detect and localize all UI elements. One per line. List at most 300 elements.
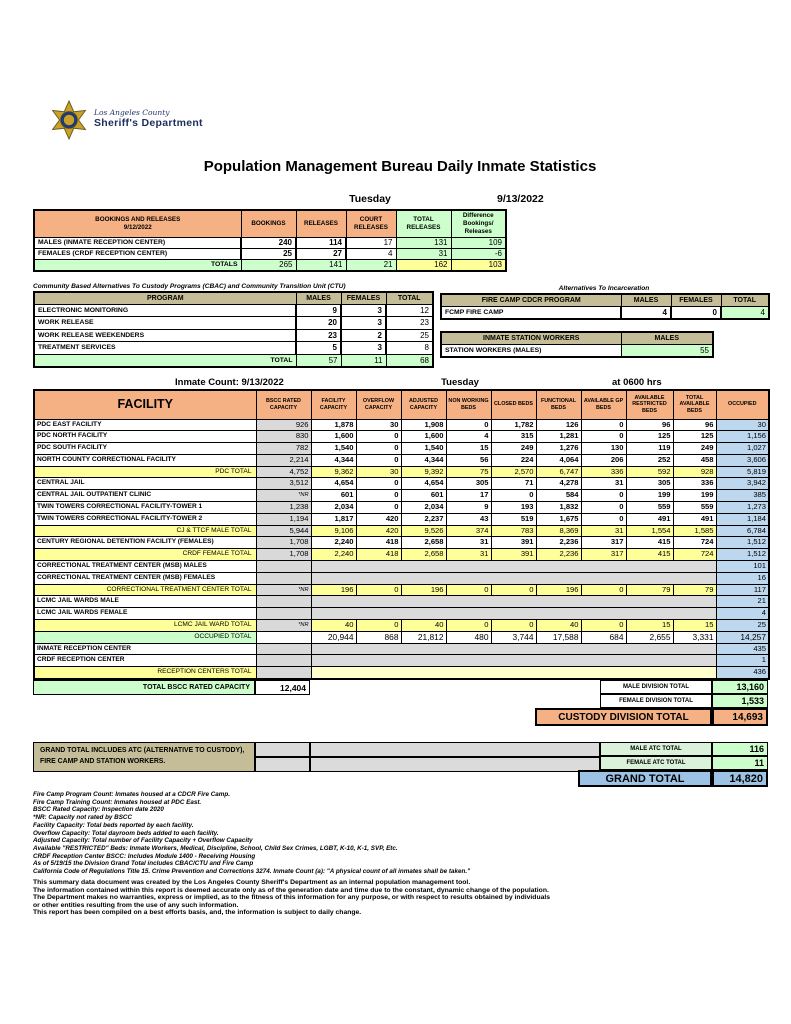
available-restricted-beds-cell: 79 bbox=[626, 584, 673, 596]
disclaimer-line: This report has been compiled on a best efforts basis, and, the information is subject to daily change. bbox=[33, 909, 362, 916]
adjusted-capacity-cell: 601 bbox=[401, 490, 446, 502]
fire-camp-total: 4 bbox=[721, 306, 769, 319]
occupied-cell: 30 bbox=[716, 419, 769, 431]
available-gp-beds-cell: 684 bbox=[581, 631, 626, 643]
col-header-facility-capacity: FACILITY CAPACITY bbox=[311, 390, 356, 419]
available-gp-beds-cell: 336 bbox=[581, 466, 626, 478]
facility-name: PDC TOTAL bbox=[34, 466, 256, 478]
closed-beds-cell: 224 bbox=[491, 454, 536, 466]
row-label: ELECTRONIC MONITORING bbox=[34, 304, 296, 317]
county-name: Los Angeles County bbox=[94, 108, 170, 117]
non-working-beds-cell: 0 bbox=[446, 584, 491, 596]
total-available-beds-cell: 724 bbox=[673, 537, 716, 549]
available-gp-beds-cell: 317 bbox=[581, 549, 626, 561]
station-workers-count: 55 bbox=[621, 344, 713, 357]
difference-cell: -6 bbox=[451, 248, 506, 259]
facility-row bbox=[34, 655, 769, 667]
footnotes-section bbox=[33, 791, 733, 876]
total-available-beds-cell: 79 bbox=[673, 584, 716, 596]
custody-division-total-label: CUSTODY DIVISION TOTAL bbox=[535, 708, 712, 726]
facility-row bbox=[34, 584, 769, 596]
program-row bbox=[34, 342, 433, 355]
occupied-cell: 435 bbox=[716, 643, 769, 655]
fire-camp-males: 4 bbox=[621, 306, 671, 319]
available-restricted-beds-cell: 119 bbox=[626, 443, 673, 455]
footnote-line: Adjusted Capacity: Total number of Facility Capacity + Overflow Capacity bbox=[33, 837, 253, 845]
total-available-beds-cell: 1,585 bbox=[673, 525, 716, 537]
facility-name: CORRECTIONAL TREATMENT CENTER (MSB) FEMALES bbox=[34, 572, 256, 584]
male-division-total-value: 13,160 bbox=[712, 680, 768, 694]
facility-name: LCMC JAIL WARDS MALE bbox=[34, 596, 256, 608]
total-available-beds-cell: 458 bbox=[673, 454, 716, 466]
available-gp-beds-cell: 0 bbox=[581, 419, 626, 431]
station-workers-table bbox=[440, 331, 714, 358]
facility-row bbox=[34, 620, 769, 632]
facility-statistics-table bbox=[33, 389, 770, 680]
occupied-cell: 3,942 bbox=[716, 478, 769, 490]
occupied-cell: 1,156 bbox=[716, 431, 769, 443]
row-label: WORK RELEASE WEEKENDERS bbox=[34, 329, 296, 342]
occupied-cell: 3,606 bbox=[716, 454, 769, 466]
bscc-capacity-cell: 4,752 bbox=[256, 466, 311, 478]
totals-label: TOTALS bbox=[34, 259, 241, 271]
non-working-beds-cell: 75 bbox=[446, 466, 491, 478]
facility-name: PDC SOUTH FACILITY bbox=[34, 443, 256, 455]
bscc-capacity-cell: 5,944 bbox=[256, 525, 311, 537]
non-working-beds-cell: 305 bbox=[446, 478, 491, 490]
non-working-beds-cell: 0 bbox=[446, 620, 491, 632]
merged-empty-cell bbox=[311, 572, 716, 584]
total-releases-cell: 131 bbox=[396, 237, 451, 248]
facility-row bbox=[34, 513, 769, 525]
facility-capacity-cell: 1,817 bbox=[311, 513, 356, 525]
grand-total-value: 14,820 bbox=[712, 770, 768, 787]
overflow-capacity-cell: 0 bbox=[356, 431, 401, 443]
inmate-count-label: Inmate Count: 9/13/2022 bbox=[175, 377, 284, 388]
merged-empty-cell bbox=[311, 643, 716, 655]
merged-empty-cell bbox=[311, 596, 716, 608]
facility-row bbox=[34, 596, 769, 608]
facility-name: PDC NORTH FACILITY bbox=[34, 431, 256, 443]
court-releases-cell: 4 bbox=[346, 248, 396, 259]
adjusted-capacity-cell: 4,344 bbox=[401, 454, 446, 466]
available-gp-beds-cell: 206 bbox=[581, 454, 626, 466]
total-bscc-label: TOTAL BSCC RATED CAPACITY bbox=[33, 680, 255, 695]
closed-beds-cell: 315 bbox=[491, 431, 536, 443]
available-restricted-beds-cell: 199 bbox=[626, 490, 673, 502]
occupied-cell: 25 bbox=[716, 620, 769, 632]
difference-cell: 109 bbox=[451, 237, 506, 248]
bscc-capacity-cell: 1,708 bbox=[256, 549, 311, 561]
closed-beds-cell: 193 bbox=[491, 502, 536, 514]
footnote-line: *NR: Capacity not rated by BSCC bbox=[33, 814, 133, 822]
col-header-program: PROGRAM bbox=[34, 292, 296, 304]
col-header-males: MALES bbox=[621, 294, 671, 306]
bscc-capacity-cell bbox=[256, 572, 311, 584]
occupied-cell: 1,273 bbox=[716, 502, 769, 514]
functional-beds-cell: 8,369 bbox=[536, 525, 581, 537]
overflow-capacity-cell: 418 bbox=[356, 549, 401, 561]
facility-capacity-cell: 2,240 bbox=[311, 537, 356, 549]
station-workers-header-row bbox=[441, 332, 713, 344]
occupied-cell: 14,257 bbox=[716, 631, 769, 643]
totals-total-releases: 162 bbox=[396, 259, 451, 271]
facility-capacity-cell: 196 bbox=[311, 584, 356, 596]
spacer-cell bbox=[310, 757, 600, 772]
facility-name: TWIN TOWERS CORRECTIONAL FACILITY-TOWER 2 bbox=[34, 513, 256, 525]
total-available-beds-cell: 96 bbox=[673, 419, 716, 431]
closed-beds-cell: 0 bbox=[491, 490, 536, 502]
facility-name: CENTURY REGIONAL DETENTION FACILITY (FEMALES) bbox=[34, 537, 256, 549]
females-cell: 3 bbox=[341, 342, 386, 355]
available-restricted-beds-cell: 592 bbox=[626, 466, 673, 478]
closed-beds-cell: 0 bbox=[491, 584, 536, 596]
total-available-beds-cell: 724 bbox=[673, 549, 716, 561]
bscc-capacity-cell bbox=[256, 631, 311, 643]
bookings-title-cell bbox=[34, 210, 241, 237]
col-header-releases: RELEASES bbox=[296, 210, 346, 237]
available-restricted-beds-cell: 2,655 bbox=[626, 631, 673, 643]
total-cell: 25 bbox=[386, 329, 433, 342]
col-header-adjusted-capacity: ADJUSTED CAPACITY bbox=[401, 390, 446, 419]
col-header-difference: Difference Bookings/ Releases bbox=[451, 210, 506, 237]
releases-cell: 27 bbox=[296, 248, 346, 259]
bscc-capacity-cell: 830 bbox=[256, 431, 311, 443]
facility-row bbox=[34, 443, 769, 455]
bscc-capacity-cell bbox=[256, 561, 311, 573]
col-header-overflow-capacity: OVERFLOW CAPACITY bbox=[356, 390, 401, 419]
bscc-capacity-cell: 926 bbox=[256, 419, 311, 431]
merged-empty-cell bbox=[311, 667, 716, 679]
totals-total: 68 bbox=[386, 354, 433, 367]
disclaimer-line: This summary data document was created by the Los Angeles County Sheriff's Department as an internal population management tool. bbox=[33, 879, 471, 886]
bookings-cell: 240 bbox=[241, 237, 296, 248]
totals-label: TOTAL bbox=[34, 354, 296, 367]
bscc-capacity-cell: *NR bbox=[256, 620, 311, 632]
total-bscc-value: 12,404 bbox=[255, 680, 310, 695]
bscc-capacity-cell bbox=[256, 643, 311, 655]
row-label: WORK RELEASE bbox=[34, 317, 296, 330]
program-row bbox=[34, 317, 433, 330]
facility-row bbox=[34, 561, 769, 573]
adjusted-capacity-cell: 40 bbox=[401, 620, 446, 632]
adjusted-capacity-cell: 196 bbox=[401, 584, 446, 596]
adjusted-capacity-cell: 2,034 bbox=[401, 502, 446, 514]
cbac-totals-row bbox=[34, 354, 433, 367]
totals-bookings: 265 bbox=[241, 259, 296, 271]
functional-beds-cell: 6,747 bbox=[536, 466, 581, 478]
facility-capacity-cell: 1,540 bbox=[311, 443, 356, 455]
facility-capacity-cell: 4,654 bbox=[311, 478, 356, 490]
occupied-cell: 1,184 bbox=[716, 513, 769, 525]
available-restricted-beds-cell: 15 bbox=[626, 620, 673, 632]
functional-beds-cell: 4,278 bbox=[536, 478, 581, 490]
bscc-capacity-cell: 3,512 bbox=[256, 478, 311, 490]
row-label: TREATMENT SERVICES bbox=[34, 342, 296, 355]
facility-name: LCMC JAIL WARD TOTAL bbox=[34, 620, 256, 632]
total-available-beds-cell: 125 bbox=[673, 431, 716, 443]
overflow-capacity-cell: 0 bbox=[356, 443, 401, 455]
facility-name: CENTRAL JAIL bbox=[34, 478, 256, 490]
functional-beds-cell: 584 bbox=[536, 490, 581, 502]
functional-beds-cell: 1,675 bbox=[536, 513, 581, 525]
col-header-available-restricted-beds: AVAILABLE RESTRICTED BEDS bbox=[626, 390, 673, 419]
col-header-bscc-rated-capacity: BSCC RATED CAPACITY bbox=[256, 390, 311, 419]
bookings-totals-row bbox=[34, 259, 506, 271]
facility-name: CENTRAL JAIL OUTPATIENT CLINIC bbox=[34, 490, 256, 502]
occupied-cell: 6,784 bbox=[716, 525, 769, 537]
grand-total-note: GRAND TOTAL INCLUDES ATC (ALTERNATIVE TO CUSTODY), FIRE CAMP AND STATION WORKERS. bbox=[33, 742, 255, 772]
col-header-non-working-beds: NON WORKING BEDS bbox=[446, 390, 491, 419]
facility-row bbox=[34, 549, 769, 561]
overflow-capacity-cell: 868 bbox=[356, 631, 401, 643]
occupied-cell: 1 bbox=[716, 655, 769, 667]
bookings-row bbox=[34, 237, 506, 248]
non-working-beds-cell: 43 bbox=[446, 513, 491, 525]
overflow-capacity-cell: 418 bbox=[356, 537, 401, 549]
facility-capacity-cell: 1,600 bbox=[311, 431, 356, 443]
overflow-capacity-cell: 0 bbox=[356, 490, 401, 502]
overflow-capacity-cell: 420 bbox=[356, 525, 401, 537]
disclaimer-section bbox=[33, 879, 753, 917]
row-label: STATION WORKERS (MALES) bbox=[441, 344, 621, 357]
occupied-cell: 1,512 bbox=[716, 537, 769, 549]
available-restricted-beds-cell: 491 bbox=[626, 513, 673, 525]
bookings-row bbox=[34, 248, 506, 259]
disclaimer-line: or other entities resulting from the use of any such information. bbox=[33, 901, 239, 909]
functional-beds-cell: 1,281 bbox=[536, 431, 581, 443]
closed-beds-cell: 783 bbox=[491, 525, 536, 537]
department-name: Sheriff's Department bbox=[94, 117, 203, 129]
facility-capacity-cell: 20,944 bbox=[311, 631, 356, 643]
occupied-cell: 436 bbox=[716, 667, 769, 679]
footnote-line: As of 5/19/15 the Division Grand Total includes CBAC/CTU and Fire Camp bbox=[33, 860, 254, 868]
facility-row bbox=[34, 608, 769, 620]
fire-camp-header-row bbox=[441, 294, 769, 306]
bscc-capacity-cell: 1,708 bbox=[256, 537, 311, 549]
functional-beds-cell: 2,236 bbox=[536, 537, 581, 549]
totals-difference: 103 bbox=[451, 259, 506, 271]
facility-name: CRDF RECEPTION CENTER bbox=[34, 655, 256, 667]
facility-name: INMATE RECEPTION CENTER bbox=[34, 643, 256, 655]
footnote-line: Fire Camp Training Count: Inmates housed at PDC East. bbox=[33, 798, 202, 806]
facility-capacity-cell: 2,034 bbox=[311, 502, 356, 514]
footnote-line: BSCC Rated Capacity: Inspection date 2020 bbox=[33, 806, 164, 814]
occupied-cell: 5,819 bbox=[716, 466, 769, 478]
facility-name: CORRECTIONAL TREATMENT CENTER TOTAL bbox=[34, 584, 256, 596]
available-gp-beds-cell: 0 bbox=[581, 490, 626, 502]
merged-empty-cell bbox=[311, 608, 716, 620]
bscc-capacity-cell: 2,214 bbox=[256, 454, 311, 466]
facility-name: CJ & TTCF MALE TOTAL bbox=[34, 525, 256, 537]
male-division-total-label: MALE DIVISION TOTAL bbox=[600, 680, 712, 694]
cbac-header-row bbox=[34, 292, 433, 304]
non-working-beds-cell: 15 bbox=[446, 443, 491, 455]
total-available-beds-cell: 3,331 bbox=[673, 631, 716, 643]
total-available-beds-cell: 491 bbox=[673, 513, 716, 525]
female-division-total-value: 1,533 bbox=[712, 694, 768, 708]
col-header-facility: FACILITY bbox=[34, 390, 256, 419]
merged-empty-cell bbox=[311, 655, 716, 667]
bookings-releases-table bbox=[33, 209, 507, 272]
col-header-total-releases: TOTAL RELEASES bbox=[396, 210, 451, 237]
bscc-capacity-cell: 1,238 bbox=[256, 502, 311, 514]
report-date: 9/13/2022 bbox=[497, 193, 544, 205]
spacer-cell bbox=[255, 742, 310, 757]
total-available-beds-cell: 336 bbox=[673, 478, 716, 490]
male-atc-total-value: 116 bbox=[712, 742, 768, 756]
non-working-beds-cell: 31 bbox=[446, 549, 491, 561]
adjusted-capacity-cell: 2,658 bbox=[401, 537, 446, 549]
col-header-available-gp-beds: AVAILABLE GP BEDS bbox=[581, 390, 626, 419]
facility-row bbox=[34, 478, 769, 490]
non-working-beds-cell: 4 bbox=[446, 431, 491, 443]
non-working-beds-cell: 374 bbox=[446, 525, 491, 537]
inmate-count-time: at 0600 hrs bbox=[612, 377, 662, 388]
col-header-total: TOTAL bbox=[721, 294, 769, 306]
non-working-beds-cell: 480 bbox=[446, 631, 491, 643]
facility-row bbox=[34, 537, 769, 549]
functional-beds-cell: 126 bbox=[536, 419, 581, 431]
overflow-capacity-cell: 0 bbox=[356, 478, 401, 490]
available-gp-beds-cell: 130 bbox=[581, 443, 626, 455]
available-restricted-beds-cell: 125 bbox=[626, 431, 673, 443]
females-cell: 2 bbox=[341, 329, 386, 342]
total-available-beds-cell: 559 bbox=[673, 502, 716, 514]
adjusted-capacity-cell: 9,526 bbox=[401, 525, 446, 537]
available-restricted-beds-cell: 96 bbox=[626, 419, 673, 431]
facility-row bbox=[34, 431, 769, 443]
facility-row bbox=[34, 631, 769, 643]
col-header-total-available-beds: TOTAL AVAILABLE BEDS bbox=[673, 390, 716, 419]
col-header-females: FEMALES bbox=[341, 292, 386, 304]
totals-court-releases: 21 bbox=[346, 259, 396, 271]
females-cell: 3 bbox=[341, 317, 386, 330]
totals-females: 11 bbox=[341, 354, 386, 367]
female-division-total-label: FEMALE DIVISION TOTAL bbox=[600, 694, 712, 708]
adjusted-capacity-cell: 2,658 bbox=[401, 549, 446, 561]
facility-name: LCMC JAIL WARDS FEMALE bbox=[34, 608, 256, 620]
non-working-beds-cell: 0 bbox=[446, 419, 491, 431]
facility-name: RECEPTION CENTERS TOTAL bbox=[34, 667, 256, 679]
fire-camp-females: 0 bbox=[671, 306, 721, 319]
col-header-males: MALES bbox=[296, 292, 341, 304]
facility-header-row bbox=[34, 390, 769, 419]
occupied-cell: 117 bbox=[716, 584, 769, 596]
adjusted-capacity-cell: 1,540 bbox=[401, 443, 446, 455]
facility-row bbox=[34, 643, 769, 655]
grand-total-label: GRAND TOTAL bbox=[578, 770, 712, 787]
sheriff-star-icon bbox=[50, 100, 88, 145]
col-header-station-workers: INMATE STATION WORKERS bbox=[441, 332, 621, 344]
facility-name: TWIN TOWERS CORRECTIONAL FACILITY-TOWER 1 bbox=[34, 502, 256, 514]
col-header-closed-beds: CLOSED BEDS bbox=[491, 390, 536, 419]
closed-beds-cell: 0 bbox=[491, 620, 536, 632]
functional-beds-cell: 1,832 bbox=[536, 502, 581, 514]
total-available-beds-cell: 15 bbox=[673, 620, 716, 632]
bookings-title: BOOKINGS AND RELEASES bbox=[95, 215, 181, 223]
spacer-cell bbox=[310, 742, 600, 757]
bscc-capacity-cell bbox=[256, 667, 311, 679]
col-header-total: TOTAL bbox=[386, 292, 433, 304]
merged-empty-cell bbox=[311, 561, 716, 573]
facility-row bbox=[34, 572, 769, 584]
total-cell: 23 bbox=[386, 317, 433, 330]
custody-division-total-value: 14,693 bbox=[712, 708, 768, 726]
occupied-cell: 1,027 bbox=[716, 443, 769, 455]
closed-beds-cell: 1,782 bbox=[491, 419, 536, 431]
cbac-table bbox=[33, 291, 434, 368]
station-workers-row bbox=[441, 344, 713, 357]
releases-cell: 114 bbox=[296, 237, 346, 248]
facility-row bbox=[34, 454, 769, 466]
available-restricted-beds-cell: 559 bbox=[626, 502, 673, 514]
adjusted-capacity-cell: 1,908 bbox=[401, 419, 446, 431]
col-header-fire-camp: FIRE CAMP CDCR PROGRAM bbox=[441, 294, 621, 306]
facility-capacity-cell: 40 bbox=[311, 620, 356, 632]
facility-row bbox=[34, 490, 769, 502]
facility-capacity-cell: 2,240 bbox=[311, 549, 356, 561]
available-gp-beds-cell: 31 bbox=[581, 525, 626, 537]
col-header-court-releases: COURT RELEASES bbox=[346, 210, 396, 237]
bscc-capacity-cell bbox=[256, 655, 311, 667]
inmate-count-day: Tuesday bbox=[441, 377, 479, 388]
footnote-line: California Code of Regulations Title 15. Crime Prevention and Corrections 3274. Inmate Count (a): "A physical count of all inmates shall be taken." bbox=[33, 868, 471, 876]
facility-row bbox=[34, 502, 769, 514]
overflow-capacity-cell: 0 bbox=[356, 502, 401, 514]
occupied-cell: 4 bbox=[716, 608, 769, 620]
facility-name: CORRECTIONAL TREATMENT CENTER (MSB) MALES bbox=[34, 561, 256, 573]
page-title: Population Management Bureau Daily Inmate Statistics bbox=[203, 158, 597, 175]
non-working-beds-cell: 17 bbox=[446, 490, 491, 502]
row-label: FCMP FIRE CAMP bbox=[441, 306, 621, 319]
facility-row bbox=[34, 667, 769, 679]
available-gp-beds-cell: 31 bbox=[581, 478, 626, 490]
available-restricted-beds-cell: 415 bbox=[626, 549, 673, 561]
bscc-capacity-cell bbox=[256, 608, 311, 620]
total-available-beds-cell: 199 bbox=[673, 490, 716, 502]
bookings-subtitle: 9/12/2022 bbox=[123, 223, 152, 231]
agency-logo bbox=[50, 100, 203, 145]
closed-beds-cell: 519 bbox=[491, 513, 536, 525]
facility-capacity-cell: 4,344 bbox=[311, 454, 356, 466]
facility-name: NORTH COUNTY CORRECTIONAL FACILITY bbox=[34, 454, 256, 466]
available-gp-beds-cell: 0 bbox=[581, 502, 626, 514]
facility-capacity-cell: 601 bbox=[311, 490, 356, 502]
total-cell: 12 bbox=[386, 304, 433, 317]
occupied-cell: 16 bbox=[716, 572, 769, 584]
ati-section-title: Alternatives To Incarceration bbox=[558, 285, 650, 292]
available-gp-beds-cell: 0 bbox=[581, 513, 626, 525]
overflow-capacity-cell: 0 bbox=[356, 454, 401, 466]
adjusted-capacity-cell: 2,237 bbox=[401, 513, 446, 525]
agency-name bbox=[94, 100, 203, 129]
occupied-cell: 101 bbox=[716, 561, 769, 573]
totals-releases: 141 bbox=[296, 259, 346, 271]
bscc-capacity-cell: *NR bbox=[256, 490, 311, 502]
court-releases-cell: 17 bbox=[346, 237, 396, 248]
males-cell: 9 bbox=[296, 304, 341, 317]
adjusted-capacity-cell: 4,654 bbox=[401, 478, 446, 490]
males-cell: 23 bbox=[296, 329, 341, 342]
facility-capacity-cell: 1,878 bbox=[311, 419, 356, 431]
bscc-capacity-cell: *NR bbox=[256, 584, 311, 596]
overflow-capacity-cell: 0 bbox=[356, 620, 401, 632]
male-atc-total-label: MALE ATC TOTAL bbox=[600, 742, 712, 756]
report-day: Tuesday bbox=[349, 193, 391, 205]
non-working-beds-cell: 9 bbox=[446, 502, 491, 514]
adjusted-capacity-cell: 21,812 bbox=[401, 631, 446, 643]
